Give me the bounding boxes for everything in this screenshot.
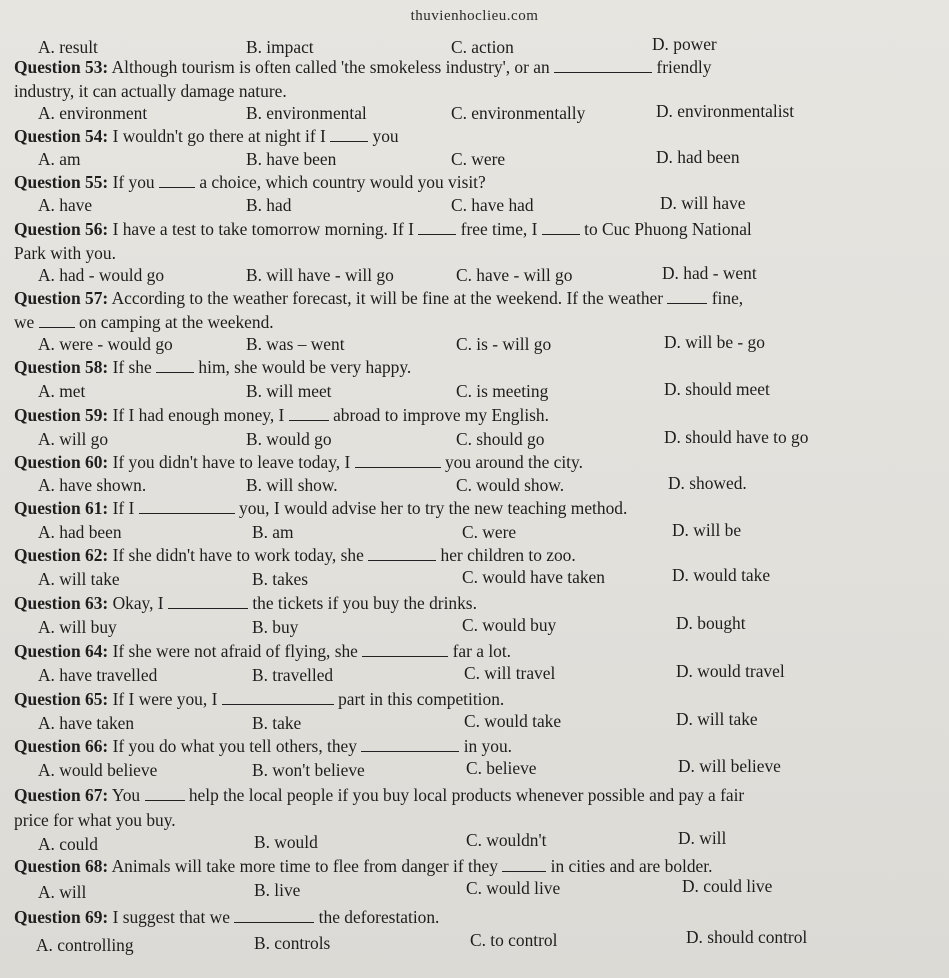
question-57 (14, 287, 743, 309)
question-53-line2: industry, it can actually damage nature. (14, 81, 287, 101)
option-c: C. would have taken (462, 567, 605, 587)
option-d: D. had - went (662, 263, 757, 283)
question-text: Although tourism is often called 'the smokeless industry', or an (111, 57, 550, 77)
question-number: Question 62: (14, 545, 109, 565)
answer-blank (159, 171, 195, 188)
question-number: Question 57: (14, 288, 109, 308)
question-text: part in this competition. (338, 689, 505, 709)
option-b: B. will show. (246, 475, 338, 495)
option-d: D. could live (682, 876, 773, 896)
option-a: A. have (38, 195, 93, 215)
question-number: Question 56: (14, 219, 109, 239)
question-number: Question 67: (14, 785, 109, 805)
question-number: Question 69: (14, 907, 109, 927)
question-text: According to the weather forecast, it will be fine at the weekend. If the weather (111, 288, 664, 308)
question-57-line2 (14, 311, 274, 333)
option-b: B. live (254, 880, 301, 900)
watermark: thuvienhoclieu.com (410, 8, 539, 24)
question-text: we (14, 312, 35, 332)
question-text: If she (112, 357, 152, 377)
answer-blank (502, 855, 546, 872)
question-text: her children to zoo. (440, 545, 576, 565)
question-text: If I had enough money, I (112, 405, 285, 425)
question-text: the deforestation. (318, 907, 440, 927)
option-d: D. will have (660, 193, 746, 213)
answer-blank (542, 218, 580, 235)
option-d: D. will take (676, 709, 758, 729)
option-a: A. will take (38, 569, 120, 589)
option-d: D. would travel (676, 661, 785, 681)
option-a: A. have taken (38, 713, 135, 733)
option-c: C. would live (466, 878, 561, 898)
option-d: D. had been (656, 147, 740, 167)
question-text: I suggest that we (112, 907, 230, 927)
question-number: Question 55: (14, 172, 109, 192)
question-text: a choice, which country would you visit? (199, 172, 486, 192)
question-number: Question 54: (14, 126, 109, 146)
option-c: C. to control (470, 930, 558, 950)
question-text: in cities and are bolder. (550, 856, 713, 876)
question-text: I have a test to take tomorrow morning. If I (112, 219, 414, 239)
option-c: C. have had (451, 195, 534, 215)
question-68 (14, 855, 712, 877)
question-56-line2: Park with you. (14, 243, 116, 263)
question-text: you (372, 126, 399, 146)
question-number: Question 64: (14, 641, 109, 661)
answer-blank (330, 125, 368, 142)
option-c: C. would take (464, 711, 562, 731)
question-56 (14, 218, 752, 240)
option-b: B. controls (254, 933, 331, 953)
answer-blank (145, 784, 185, 801)
option-c: C. wouldn't (466, 830, 547, 850)
question-text: the tickets if you buy the drinks. (252, 593, 477, 613)
option-b: B. environmental (246, 103, 367, 123)
option-c: C. would show. (456, 475, 565, 495)
question-number: Question 65: (14, 689, 109, 709)
answer-blank (667, 287, 707, 304)
option-b: B. will have - will go (246, 265, 394, 285)
option-b: B. was – went (246, 334, 345, 354)
question-53 (14, 56, 711, 78)
answer-blank (418, 218, 456, 235)
option-a: A. environment (38, 103, 148, 123)
question-text: Okay, I (112, 593, 164, 613)
option-d: D. will be - go (664, 332, 765, 352)
question-58 (14, 356, 411, 378)
answer-blank (289, 404, 329, 421)
answer-blank (361, 735, 459, 752)
question-66 (14, 735, 512, 757)
question-65 (14, 688, 504, 710)
question-text: free time, I (460, 219, 538, 239)
question-text: you around the city. (444, 452, 583, 472)
question-59 (14, 404, 549, 426)
question-text: If I were you, I (112, 689, 218, 709)
question-62 (14, 544, 576, 566)
answer-blank (368, 544, 436, 561)
option-a: A. were - would go (38, 334, 173, 354)
option-a: A. had been (38, 522, 122, 542)
question-text: If you do what you tell others, they (112, 736, 357, 756)
answer-blank (156, 356, 194, 373)
option-a: A. am (38, 149, 81, 169)
option-a: A. will (38, 882, 87, 902)
option-c: C. is meeting (456, 381, 549, 401)
option-b: B. am (252, 522, 294, 542)
option-b: B. will meet (246, 381, 332, 401)
question-number: Question 61: (14, 498, 109, 518)
option-a: A. have shown. (38, 475, 147, 495)
option-c: C. is - will go (456, 334, 552, 354)
option-d: D. environmentalist (656, 101, 795, 121)
question-text: you, I would advise her to try the new teaching method. (239, 498, 628, 518)
question-number: Question 58: (14, 357, 109, 377)
question-text: If you didn't have to leave today, I (112, 452, 351, 472)
option-b: B. buy (252, 617, 299, 637)
option-d: D. showed. (668, 473, 747, 493)
option-c: C. environmentally (451, 103, 586, 123)
question-text: fine, (711, 288, 744, 308)
option-b: B. take (252, 713, 302, 733)
question-number: Question 66: (14, 736, 109, 756)
option-a: A. would believe (38, 760, 158, 780)
option-d: D. should meet (664, 379, 770, 399)
answer-blank (362, 640, 448, 657)
answer-blank (39, 311, 75, 328)
option-c: C. should go (456, 429, 545, 449)
option-b: B. would go (246, 429, 332, 449)
question-64 (14, 640, 511, 662)
answer-blank (234, 906, 314, 923)
question-text: help the local people if you buy local products whenever possible and pay a fair (188, 785, 745, 805)
question-text: far a lot. (452, 641, 512, 661)
option-c: C. would buy (462, 615, 557, 635)
question-54 (14, 125, 399, 147)
option-d: D. power (652, 34, 717, 54)
question-text: friendly (656, 57, 712, 77)
question-number: Question 60: (14, 452, 109, 472)
option-d: D. bought (676, 613, 746, 633)
answer-blank (355, 451, 441, 468)
option-a: A. will go (38, 429, 109, 449)
option-a: A. will buy (38, 617, 117, 637)
option-d: D. should have to go (664, 427, 809, 447)
question-69 (14, 906, 439, 928)
question-text: Animals will take more time to flee from danger if they (111, 856, 498, 876)
option-b: B. would (254, 832, 318, 852)
question-67 (14, 784, 744, 806)
question-number: Question 63: (14, 593, 109, 613)
option-a: A. controlling (36, 935, 134, 955)
question-text: If you (112, 172, 155, 192)
question-text: If I (112, 498, 135, 518)
question-text: in you. (463, 736, 512, 756)
question-number: Question 59: (14, 405, 109, 425)
option-c: C. will travel (464, 663, 556, 683)
question-55 (14, 171, 486, 193)
option-b: B. won't believe (252, 760, 365, 780)
question-text: to Cuc Phuong National (584, 219, 752, 239)
option-d: D. will be (672, 520, 742, 540)
question-number: Question 53: (14, 57, 109, 77)
option-a: A. met (38, 381, 86, 401)
question-text: You (111, 785, 141, 805)
question-60 (14, 451, 583, 473)
option-c: C. believe (466, 758, 537, 778)
option-a: A. have travelled (38, 665, 158, 685)
answer-blank (222, 688, 334, 705)
option-b: B. have been (246, 149, 337, 169)
option-b: B. travelled (252, 665, 334, 685)
question-text: If she didn't have to work today, she (112, 545, 364, 565)
question-text: If she were not afraid of flying, she (112, 641, 358, 661)
question-number: Question 68: (14, 856, 109, 876)
question-text: abroad to improve my English. (333, 405, 549, 425)
option-c: C. were (462, 522, 517, 542)
option-a: A. result (38, 37, 98, 57)
option-d: D. will believe (678, 756, 781, 776)
answer-blank (139, 497, 235, 514)
question-63 (14, 592, 477, 614)
option-c: C. were (451, 149, 506, 169)
answer-blank (168, 592, 248, 609)
option-b: B. impact (246, 37, 314, 57)
answer-blank (554, 56, 652, 73)
option-a: A. had - would go (38, 265, 165, 285)
question-61 (14, 497, 627, 519)
question-text: on camping at the weekend. (79, 312, 274, 332)
option-a: A. could (38, 834, 98, 854)
option-c: C. have - will go (456, 265, 573, 285)
question-text: him, she would be very happy. (198, 357, 412, 377)
question-text: I wouldn't go there at night if I (112, 126, 326, 146)
option-d: D. will (678, 828, 727, 848)
option-b: B. takes (252, 569, 309, 589)
question-67-line2: price for what you buy. (14, 810, 176, 830)
option-c: C. action (451, 37, 514, 57)
option-d: D. would take (672, 565, 771, 585)
option-d: D. should control (686, 927, 808, 947)
option-b: B. had (246, 195, 292, 215)
